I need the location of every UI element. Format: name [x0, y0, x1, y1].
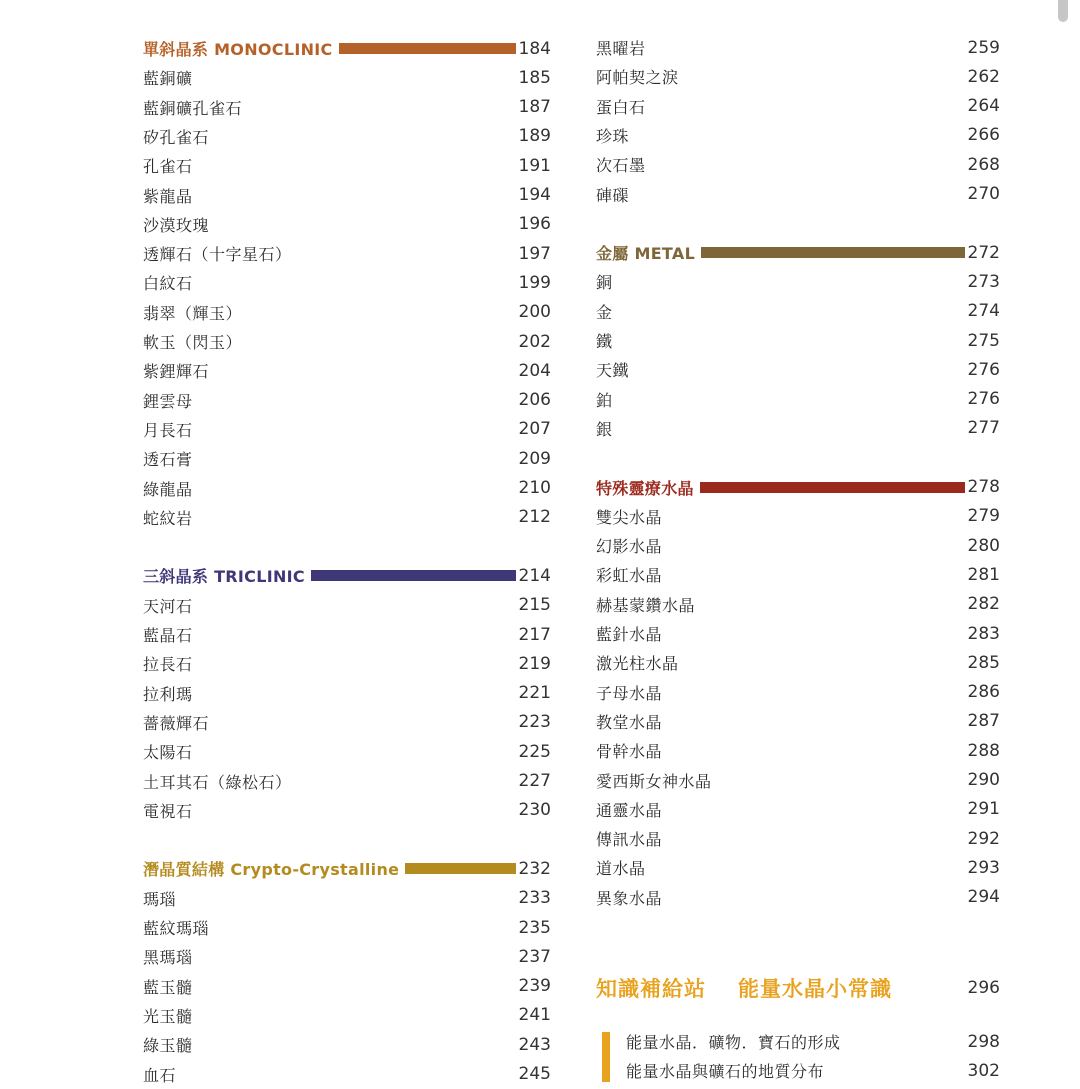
toc-entry[interactable]: [143, 708, 551, 737]
page-number: 296: [967, 978, 1000, 998]
page-number: 187: [518, 97, 551, 118]
toc-entry[interactable]: [143, 239, 551, 268]
page-number: 191: [518, 155, 551, 176]
knowledge-title-sub: 能量水晶小常識: [738, 977, 892, 1001]
toc-entry[interactable]: [596, 531, 1000, 560]
entry-title: 藍針水晶: [596, 625, 663, 644]
page-number: 219: [518, 653, 551, 674]
page-number: 274: [967, 301, 1000, 322]
entry-title: 月長石: [143, 420, 193, 440]
toc-entry[interactable]: [143, 93, 551, 122]
page-number: 215: [518, 595, 551, 616]
toc-entry[interactable]: [596, 33, 1000, 62]
entry-title: 異象水晶: [596, 888, 663, 908]
page-number: 206: [518, 390, 551, 411]
page-number: 262: [967, 66, 1000, 87]
toc-entry[interactable]: [143, 122, 551, 151]
toc-entry[interactable]: [143, 620, 551, 649]
page-number: 232: [518, 858, 551, 879]
toc-entry[interactable]: [596, 355, 1000, 384]
entry-title: 硨磲: [596, 185, 630, 205]
page-number: 245: [518, 1064, 551, 1084]
entry-title: 愛西斯女神水晶: [596, 771, 712, 791]
page-number: 302: [967, 1060, 1000, 1081]
toc-entry[interactable]: [596, 678, 1000, 707]
entry-title: 鐵: [596, 332, 613, 351]
page-number: 264: [967, 96, 1000, 117]
page-number: 277: [967, 418, 1000, 439]
entry-title: 藍晶石: [143, 626, 193, 645]
entry-title: 天河石: [143, 596, 193, 616]
entry-title: 蛇紋岩: [143, 508, 193, 528]
page-number: 275: [967, 330, 1000, 351]
entry-title: 教堂水晶: [596, 712, 663, 732]
entry-title: 黑瑪瑙: [143, 948, 193, 968]
page-number: 202: [518, 331, 551, 352]
page-number: 243: [518, 1034, 551, 1055]
page-number: 225: [518, 741, 551, 762]
toc-entry[interactable]: [596, 795, 1000, 824]
toc-entry[interactable]: [596, 883, 1000, 912]
entry-title: 幻影水晶: [596, 537, 663, 557]
toc-entry[interactable]: [596, 414, 1000, 443]
entry-title: 光玉髓: [143, 1006, 193, 1026]
section-heading[interactable]: [596, 473, 1000, 502]
toc-entry[interactable]: [596, 766, 1000, 795]
toc-entry[interactable]: [596, 180, 1000, 209]
toc-entry[interactable]: [143, 327, 551, 356]
toc-entry[interactable]: [143, 503, 551, 532]
section-color-bar: [339, 43, 516, 54]
section-color-bar: [311, 570, 516, 581]
toc-entry[interactable]: [143, 444, 551, 473]
entry-title: 紫鋰輝石: [143, 362, 210, 382]
toc-entry[interactable]: [143, 796, 551, 825]
toc-entry[interactable]: [143, 474, 551, 503]
section-color-bar: [405, 863, 515, 874]
toc-entry[interactable]: [143, 386, 551, 415]
entry-title: 蛋白石: [596, 97, 646, 117]
toc-entry[interactable]: [143, 181, 551, 210]
toc-entry[interactable]: [596, 1056, 1000, 1085]
toc-entry[interactable]: [143, 767, 551, 796]
page-number: 209: [518, 448, 551, 469]
page-number: 239: [518, 976, 551, 997]
toc-entry[interactable]: [143, 649, 551, 678]
entry-title: 透石膏: [143, 450, 193, 470]
toc-entry[interactable]: [596, 385, 1000, 414]
toc-entry[interactable]: [143, 913, 551, 942]
page-number: 272: [967, 242, 1000, 263]
page-number: 199: [518, 272, 551, 293]
page-number: 230: [518, 800, 551, 821]
entry-title: 鋰雲母: [143, 391, 193, 411]
toc-entry[interactable]: [143, 1030, 551, 1059]
entry-title: 能量水晶與礦石的地質分布: [626, 1062, 825, 1082]
page-number: 294: [967, 887, 1000, 908]
toc-entry[interactable]: [143, 1060, 551, 1089]
entry-title: 鉑: [596, 390, 613, 410]
page-number: 221: [518, 683, 551, 704]
entry-title: 白紋石: [143, 274, 193, 294]
entry-title: 銀: [596, 419, 613, 439]
page-number: 212: [518, 507, 551, 528]
page-number: 196: [518, 214, 551, 235]
toc-entry[interactable]: [596, 150, 1000, 179]
toc-entry[interactable]: [596, 619, 1000, 648]
entry-title: 彩虹水晶: [596, 566, 663, 586]
toc-entry[interactable]: [596, 1027, 1000, 1056]
entry-title: 拉長石: [143, 655, 193, 675]
entry-title: 骨幹水晶: [596, 742, 663, 762]
toc-entry[interactable]: [143, 268, 551, 297]
page-number: 279: [967, 506, 1000, 527]
section-title: 潛晶質結構 Crypto-Crystalline: [143, 860, 400, 880]
page-number: 200: [518, 302, 551, 323]
page-number: 184: [518, 38, 551, 59]
page-number: 204: [518, 360, 551, 381]
toc-entry[interactable]: [596, 62, 1000, 91]
section-color-bar: [700, 482, 965, 493]
toc-entry[interactable]: [143, 356, 551, 385]
page-number: 298: [967, 1031, 1000, 1052]
section-heading[interactable]: [143, 561, 551, 590]
page-number: 207: [518, 419, 551, 440]
page-number: 235: [518, 917, 551, 938]
page-number: 278: [967, 477, 1000, 497]
section-heading[interactable]: [143, 34, 551, 63]
page-number: 227: [518, 771, 551, 791]
entry-title: 雙尖水晶: [596, 507, 663, 527]
toc-entry[interactable]: [596, 853, 1000, 882]
page-number: 280: [967, 535, 1000, 556]
toc-entry[interactable]: [143, 210, 551, 239]
toc-entry[interactable]: [143, 63, 551, 92]
page-number: 223: [518, 712, 551, 733]
toc-entry[interactable]: [143, 591, 551, 620]
toc-entry[interactable]: [143, 151, 551, 180]
toc-entry[interactable]: [596, 648, 1000, 677]
toc-entry[interactable]: [596, 92, 1000, 121]
entry-title: 藍銅礦: [143, 69, 193, 89]
section-title: 三斜晶系 TRICLINIC: [143, 567, 305, 587]
page-number: 210: [518, 478, 551, 498]
entry-title: 藍玉髓: [143, 977, 193, 997]
page-number: 288: [967, 740, 1000, 761]
section-heading[interactable]: [143, 854, 551, 883]
entry-title: 透輝石（十字星石）: [143, 245, 292, 265]
entry-title: 銅: [596, 273, 613, 293]
page-number: 273: [967, 271, 1000, 292]
page-number: 270: [967, 184, 1000, 204]
page-number: 287: [967, 711, 1000, 732]
entry-title: 藍紋瑪瑙: [143, 919, 210, 938]
toc-entry[interactable]: [596, 736, 1000, 765]
entry-title: 矽孔雀石: [143, 127, 210, 147]
page-number: 259: [967, 37, 1000, 58]
toc-entry[interactable]: [596, 824, 1000, 853]
entry-title: 綠龍晶: [143, 479, 193, 499]
toc-entry[interactable]: [596, 560, 1000, 589]
entry-title: 薔薇輝石: [143, 713, 210, 733]
section-color-bar: [701, 247, 964, 258]
entry-title: 珍珠: [596, 126, 630, 146]
entry-title: 太陽石: [143, 743, 193, 763]
toc-entry[interactable]: [143, 942, 551, 971]
page-number: 293: [967, 857, 1000, 878]
entry-title: 次石墨: [596, 156, 646, 176]
entry-title: 瑪瑙: [143, 889, 177, 909]
page-number: 197: [518, 243, 551, 264]
knowledge-heading[interactable]: [596, 970, 1000, 1006]
entry-title: 藍銅礦孔雀石: [143, 98, 243, 118]
entry-title: 軟玉（閃玉）: [143, 333, 243, 352]
entry-title: 金: [596, 302, 613, 322]
page-number: 276: [967, 359, 1000, 380]
toc-entry[interactable]: [143, 972, 551, 1001]
entry-title: 孔雀石: [143, 157, 193, 177]
toc-entry[interactable]: [143, 679, 551, 708]
page-number: 233: [518, 888, 551, 909]
scrollbar-thumb[interactable]: [1058, 0, 1068, 22]
page-number: 266: [967, 125, 1000, 146]
page-number: 276: [967, 389, 1000, 410]
toc-entry[interactable]: [596, 121, 1000, 150]
section-heading[interactable]: [596, 238, 1000, 267]
page-number: 281: [967, 564, 1000, 585]
page-number: 292: [967, 828, 1000, 849]
entry-title: 天鐵: [596, 361, 630, 381]
toc-entry[interactable]: [143, 1001, 551, 1030]
toc-entry[interactable]: [143, 884, 551, 913]
entry-title: 綠玉髓: [143, 1036, 193, 1056]
entry-title: 電視石: [143, 801, 193, 821]
page-number: 286: [967, 682, 1000, 703]
entry-title: 拉利瑪: [143, 684, 193, 704]
toc-entry[interactable]: [596, 326, 1000, 355]
entry-title: 道水晶: [596, 859, 646, 879]
page-number: 214: [518, 565, 551, 586]
entry-title: 沙漠玫瑰: [143, 215, 210, 235]
page-number: 185: [518, 67, 551, 88]
entry-title: 通靈水晶: [596, 800, 663, 820]
toc-entry[interactable]: [596, 590, 1000, 619]
toc-entry[interactable]: [596, 707, 1000, 736]
page-number: 241: [518, 1005, 551, 1026]
entry-title: 能量水晶．礦物．寶石的形成: [626, 1033, 841, 1052]
entry-title: 黑曜岩: [596, 39, 646, 58]
knowledge-title-main: 知識補給站: [596, 977, 706, 1001]
entry-title: 紫龍晶: [143, 186, 193, 206]
toc-entry[interactable]: [143, 415, 551, 444]
section-title: 金屬 METAL: [596, 244, 696, 264]
entry-title: 赫基蒙鑽水晶: [596, 595, 696, 615]
toc-entry[interactable]: [596, 502, 1000, 531]
toc-entry[interactable]: [596, 297, 1000, 326]
section-title: 特殊靈療水晶: [596, 478, 694, 498]
entry-title: 血石: [143, 1065, 177, 1085]
toc-entry[interactable]: [143, 737, 551, 766]
page-number: 285: [967, 652, 1000, 673]
entry-title: 子母水晶: [596, 683, 663, 703]
page-number: 283: [967, 623, 1000, 644]
entry-title: 激光柱水晶: [596, 654, 679, 674]
entry-title: 阿帕契之淚: [596, 68, 679, 88]
toc-entry[interactable]: [143, 298, 551, 327]
page-number: 189: [518, 126, 551, 147]
toc-entry[interactable]: [596, 267, 1000, 296]
page-number: 291: [967, 799, 1000, 820]
page-number: 268: [967, 154, 1000, 175]
page-number: 237: [518, 946, 551, 967]
page-number: 282: [967, 594, 1000, 615]
page-number: 290: [967, 770, 1000, 790]
section-title: 單斜晶系 MONOCLINIC: [143, 40, 333, 59]
entry-title: 傳訊水晶: [596, 830, 663, 850]
entry-title: 翡翠（輝玉）: [143, 303, 243, 323]
page-number: 194: [518, 185, 551, 205]
page-number: 217: [518, 624, 551, 645]
entry-title: 土耳其石（綠松石）: [143, 772, 292, 792]
